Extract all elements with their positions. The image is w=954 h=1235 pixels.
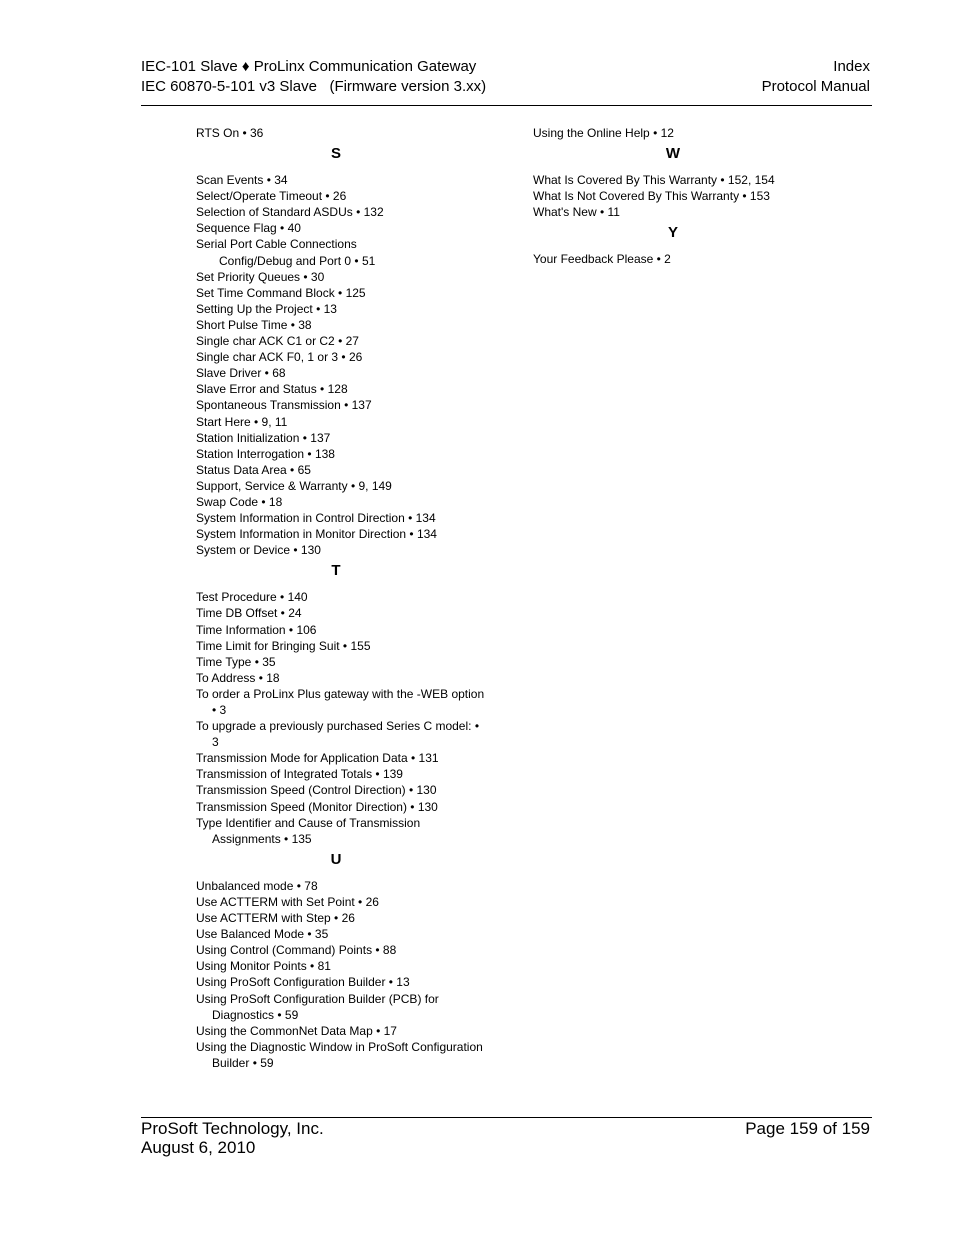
index-entry: To order a ProLinx Plus gateway with the -WEB option xyxy=(196,686,485,701)
index-entry: Unbalanced mode • 78 xyxy=(196,878,318,893)
index-entry: Status Data Area • 65 xyxy=(196,462,311,477)
index-entry: Time DB Offset • 24 xyxy=(196,606,302,621)
index-letter-heading: U xyxy=(330,850,342,868)
index-entry: Slave Driver • 68 xyxy=(196,366,286,381)
index-entry: Swap Code • 18 xyxy=(196,494,283,509)
index-entry-continuation: Builder • 59 xyxy=(212,1055,274,1070)
index-entry: Using Monitor Points • 81 xyxy=(196,959,331,974)
header-product-title: IEC-101 Slave ♦ ProLinx Communication Gateway xyxy=(141,58,477,75)
index-entry: Selection of Standard ASDUs • 132 xyxy=(196,205,384,220)
index-entry: Type Identifier and Cause of Transmission xyxy=(196,815,421,830)
header-section: Index xyxy=(833,58,870,75)
index-entry: System Information in Control Direction • 134 xyxy=(196,511,436,526)
index-entry-continuation: • 3 xyxy=(212,703,227,717)
index-entry: Start Here • 9, 11 xyxy=(196,414,288,429)
index-entry: Using ProSoft Configuration Builder • 13 xyxy=(196,975,410,990)
index-entry: Scan Events • 34 xyxy=(196,173,288,188)
index-entry: Station Initialization • 137 xyxy=(196,430,331,445)
index-entry: RTS On • 36 xyxy=(196,126,264,140)
header-manual-type: Protocol Manual xyxy=(761,78,870,95)
index-entry: Use ACTTERM with Step • 26 xyxy=(196,911,355,926)
index-entry-continuation: Diagnostics • 59 xyxy=(212,1007,299,1022)
index-entry: Single char ACK C1 or C2 • 27 xyxy=(196,334,359,349)
index-entry: Spontaneous Transmission • 137 xyxy=(196,398,372,413)
index-column-left xyxy=(196,125,486,1071)
index-letter-heading: W xyxy=(665,145,681,163)
index-subentry: Config/Debug and Port 0 • 51 xyxy=(219,253,376,268)
index-entry: Single char ACK F0, 1 or 3 • 26 xyxy=(196,350,363,365)
footer-divider xyxy=(141,1117,872,1118)
index-entry: Using the Online Help • 12 xyxy=(533,126,674,140)
index-entry: Sequence Flag • 40 xyxy=(196,221,301,236)
index-entry-continuation: Assignments • 135 xyxy=(212,831,312,846)
index-letter-heading: T xyxy=(331,562,341,580)
index-entry: System or Device • 130 xyxy=(196,543,321,558)
index-entry: To Address • 18 xyxy=(196,670,280,685)
index-entry: What's New • 11 xyxy=(533,205,620,220)
index-entry: Transmission Mode for Application Data • 131 xyxy=(196,751,439,766)
index-entry: Transmission Speed (Control Direction) • 130 xyxy=(196,783,437,798)
footer-company: ProSoft Technology, Inc. xyxy=(141,1119,324,1138)
index-entry: What Is Not Covered By This Warranty • 153 xyxy=(533,189,770,204)
index-entry: Using the Diagnostic Window in ProSoft Configuration xyxy=(196,1039,483,1054)
index-entry: To upgrade a previously purchased Series C model: • xyxy=(196,719,480,734)
index-entry: Using ProSoft Configuration Builder (PCB) for xyxy=(196,991,439,1006)
index-entry: Time Limit for Bringing Suit • 155 xyxy=(196,638,371,653)
index-entry: Time Information • 106 xyxy=(196,622,317,637)
index-entry: Using Control (Command) Points • 88 xyxy=(196,943,397,958)
index-entry: Station Interrogation • 138 xyxy=(196,446,335,461)
index-entry: Serial Port Cable Connections xyxy=(196,237,357,252)
index-entry: Set Priority Queues • 30 xyxy=(196,269,325,284)
index-entry: Use ACTTERM with Set Point • 26 xyxy=(196,894,379,909)
header-divider xyxy=(141,105,872,106)
index-entry: Time Type • 35 xyxy=(196,654,276,669)
index-letter-heading: Y xyxy=(667,224,678,242)
header-product-subtitle: IEC 60870-5-101 v3 Slave (Firmware version 3.xx) xyxy=(141,78,487,95)
index-letter-heading: S xyxy=(330,145,341,163)
index-column-right xyxy=(533,125,823,267)
index-entry: Select/Operate Timeout • 26 xyxy=(196,189,347,204)
index-entry: Short Pulse Time • 38 xyxy=(196,317,312,332)
footer-page-number: Page 159 of 159 xyxy=(745,1119,870,1138)
footer-date: August 6, 2010 xyxy=(141,1138,256,1157)
index-entry: Your Feedback Please • 2 xyxy=(533,252,671,267)
index-entry: Transmission of Integrated Totals • 139 xyxy=(196,767,403,782)
index-entry: Slave Error and Status • 128 xyxy=(196,382,348,397)
page-header xyxy=(141,57,870,106)
index-entry: Set Time Command Block • 125 xyxy=(196,285,366,300)
index-entry-continuation: 3 xyxy=(212,735,219,750)
index-entry: System Information in Monitor Direction • 134 xyxy=(196,527,437,542)
index-entry: What Is Covered By This Warranty • 152, 154 xyxy=(533,173,775,188)
index-entry: Support, Service & Warranty • 9, 149 xyxy=(196,478,392,493)
index-entry: Setting Up the Project • 13 xyxy=(196,301,337,316)
index-entry: Using the CommonNet Data Map • 17 xyxy=(196,1023,397,1038)
index-entry: Test Procedure • 140 xyxy=(196,590,308,605)
index-entry: Transmission Speed (Monitor Direction) • 130 xyxy=(196,799,438,814)
index-entry: Use Balanced Mode • 35 xyxy=(196,927,329,942)
